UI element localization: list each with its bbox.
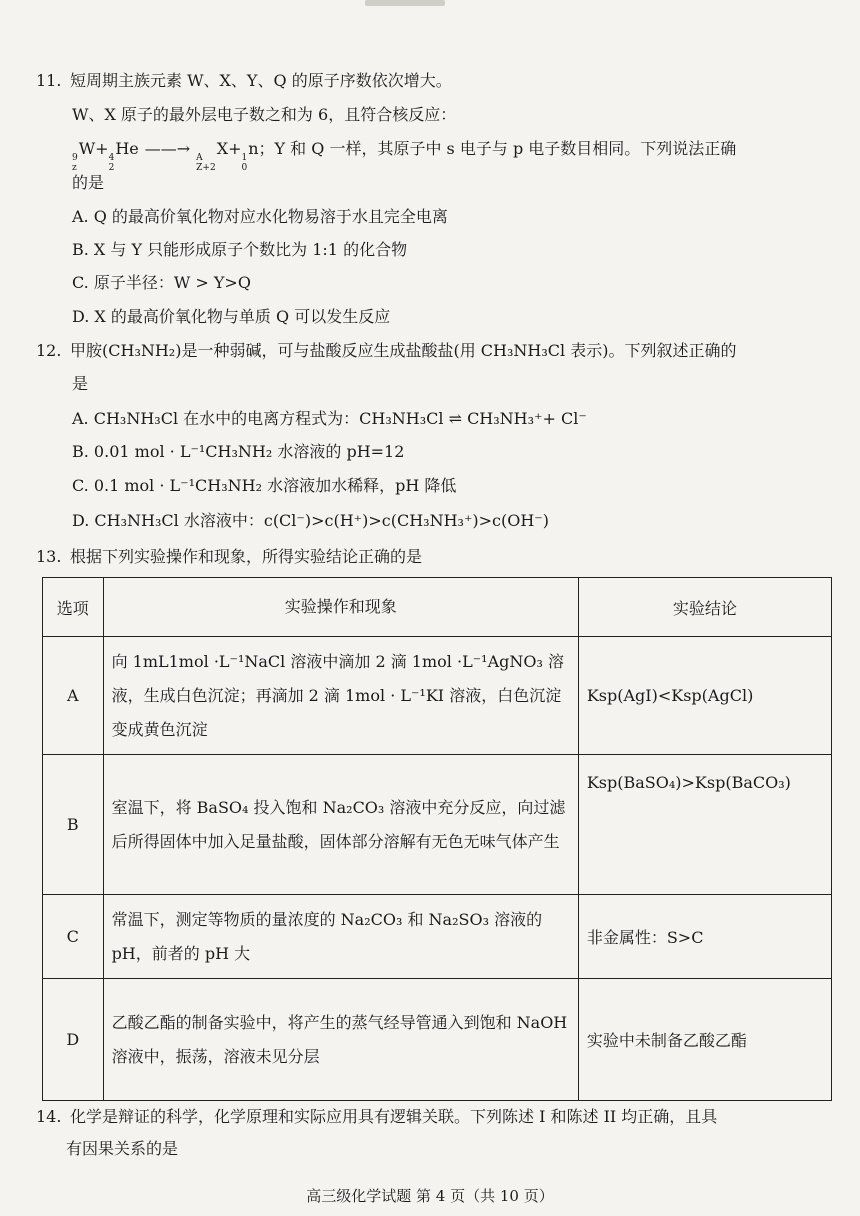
row-d-option: D — [43, 979, 104, 1101]
q12-stem1: 甲胺(CH₃NH₂)是一种弱碱，可与盐酸反应生成盐酸盐(用 CH₃NH₃Cl 表示)。下列叙述正确的 — [70, 341, 737, 360]
q12-number: 12. — [36, 341, 62, 360]
row-c-option: C — [43, 895, 104, 979]
experiment-table — [42, 577, 832, 1101]
q12-line1 — [36, 340, 736, 362]
nuclear-equation: 9 z W+ 4 2 He ——→ A Z+2 X+ 1 0 n — [72, 139, 259, 173]
q14-stem1: 化学是辩证的科学，化学原理和实际应用具有逻辑关联。下列陈述 I 和陈述 II 均正确，且具 — [70, 1107, 718, 1126]
header-conclusion: 实验结论 — [578, 578, 831, 637]
row-d-conclusion: 实验中未制备乙酸乙酯 — [578, 979, 831, 1101]
page-footer: 高三级化学试题 第 4 页（共 10 页） — [306, 1187, 554, 1205]
row-b-option: B — [43, 755, 104, 895]
row-c-conclusion: 非金属性：S>C — [578, 895, 831, 979]
scan-mark — [365, 0, 445, 6]
q13-line1 — [36, 546, 422, 568]
q14-number: 14. — [36, 1107, 62, 1126]
row-c-operation: 常温下，测定等物质的量浓度的 Na₂CO₃ 和 Na₂SO₃ 溶液的 pH，前者的 pH 大 — [103, 895, 578, 979]
q14-stem2: 有因果关系的是 — [66, 1139, 179, 1158]
q13-number: 13. — [36, 547, 62, 566]
q12-option-c: C. 0.1 mol · L⁻¹CH₃NH₂ 水溶液加水稀释，pH 降低 — [72, 476, 457, 495]
q13-stem: 根据下列实验操作和现象，所得实验结论正确的是 — [70, 547, 423, 566]
table-header-row — [43, 578, 832, 637]
q11-option-a: A. Q 的最高价氧化物对应水化物易溶于水且完全电离 — [72, 207, 448, 226]
q11-stem4: 的是 — [72, 173, 105, 192]
q11-option-b: B. X 与 Y 只能形成原子个数比为 1:1 的化合物 — [72, 240, 408, 259]
q11-option-d: D. X 的最高价氧化物与单质 Q 可以发生反应 — [72, 307, 391, 326]
row-a-option: A — [43, 637, 104, 755]
table-row — [43, 755, 832, 895]
q11-reaction-line — [72, 138, 736, 173]
q11-stem1: 短周期主族元素 W、X、Y、Q 的原子序数依次增大。 — [70, 71, 452, 90]
q12-option-a: A. CH₃NH₃Cl 在水中的电离方程式为：CH₃NH₃Cl ⇌ CH₃NH₃⁺+ Cl⁻ — [72, 409, 587, 428]
row-d-operation: 乙酸乙酯的制备实验中，将产生的蒸气经导管通入到饱和 NaOH 溶液中，振荡，溶液未见分层 — [103, 979, 578, 1101]
q11-stem3: ；Y 和 Q 一样，其原子中 s 电子与 p 电子数目相同。下列说法正确 — [258, 139, 737, 158]
q12-option-b: B. 0.01 mol · L⁻¹CH₃NH₂ 水溶液的 pH=12 — [72, 442, 405, 461]
row-a-operation: 向 1mL1mol ·L⁻¹NaCl 溶液中滴加 2 滴 1mol ·L⁻¹AgNO₃ 溶液，生成白色沉淀；再滴加 2 滴 1mol · L⁻¹KI 溶液，白色沉淀变成黄色沉淀 — [103, 637, 578, 755]
q12-stem2: 是 — [72, 374, 89, 393]
q11-stem2: W、X 原子的最外层电子数之和为 6，且符合核反应： — [72, 105, 457, 124]
table-row — [43, 979, 832, 1101]
row-b-conclusion: Ksp(BaSO₄)>Ksp(BaCO₃) — [578, 755, 831, 895]
header-operation: 实验操作和现象 — [103, 578, 578, 637]
header-option: 选项 — [43, 578, 104, 637]
table-row — [43, 895, 832, 979]
q11-option-c: C. 原子半径：W > Y>Q — [72, 273, 251, 292]
q12-option-d: D. CH₃NH₃Cl 水溶液中：c(Cl⁻)>c(H⁺)>c(CH₃NH₃⁺)>c(OH⁻) — [72, 511, 549, 530]
q11-line1 — [36, 70, 452, 92]
q14-line1 — [36, 1106, 717, 1128]
row-a-conclusion: Ksp(AgI)<Ksp(AgCl) — [578, 637, 831, 755]
table-row — [43, 637, 832, 755]
q11-number: 11. — [36, 71, 62, 90]
row-b-operation: 室温下，将 BaSO₄ 投入饱和 Na₂CO₃ 溶液中充分反应，向过滤后所得固体中加入足量盐酸，固体部分溶解有无色无味气体产生 — [103, 755, 578, 895]
